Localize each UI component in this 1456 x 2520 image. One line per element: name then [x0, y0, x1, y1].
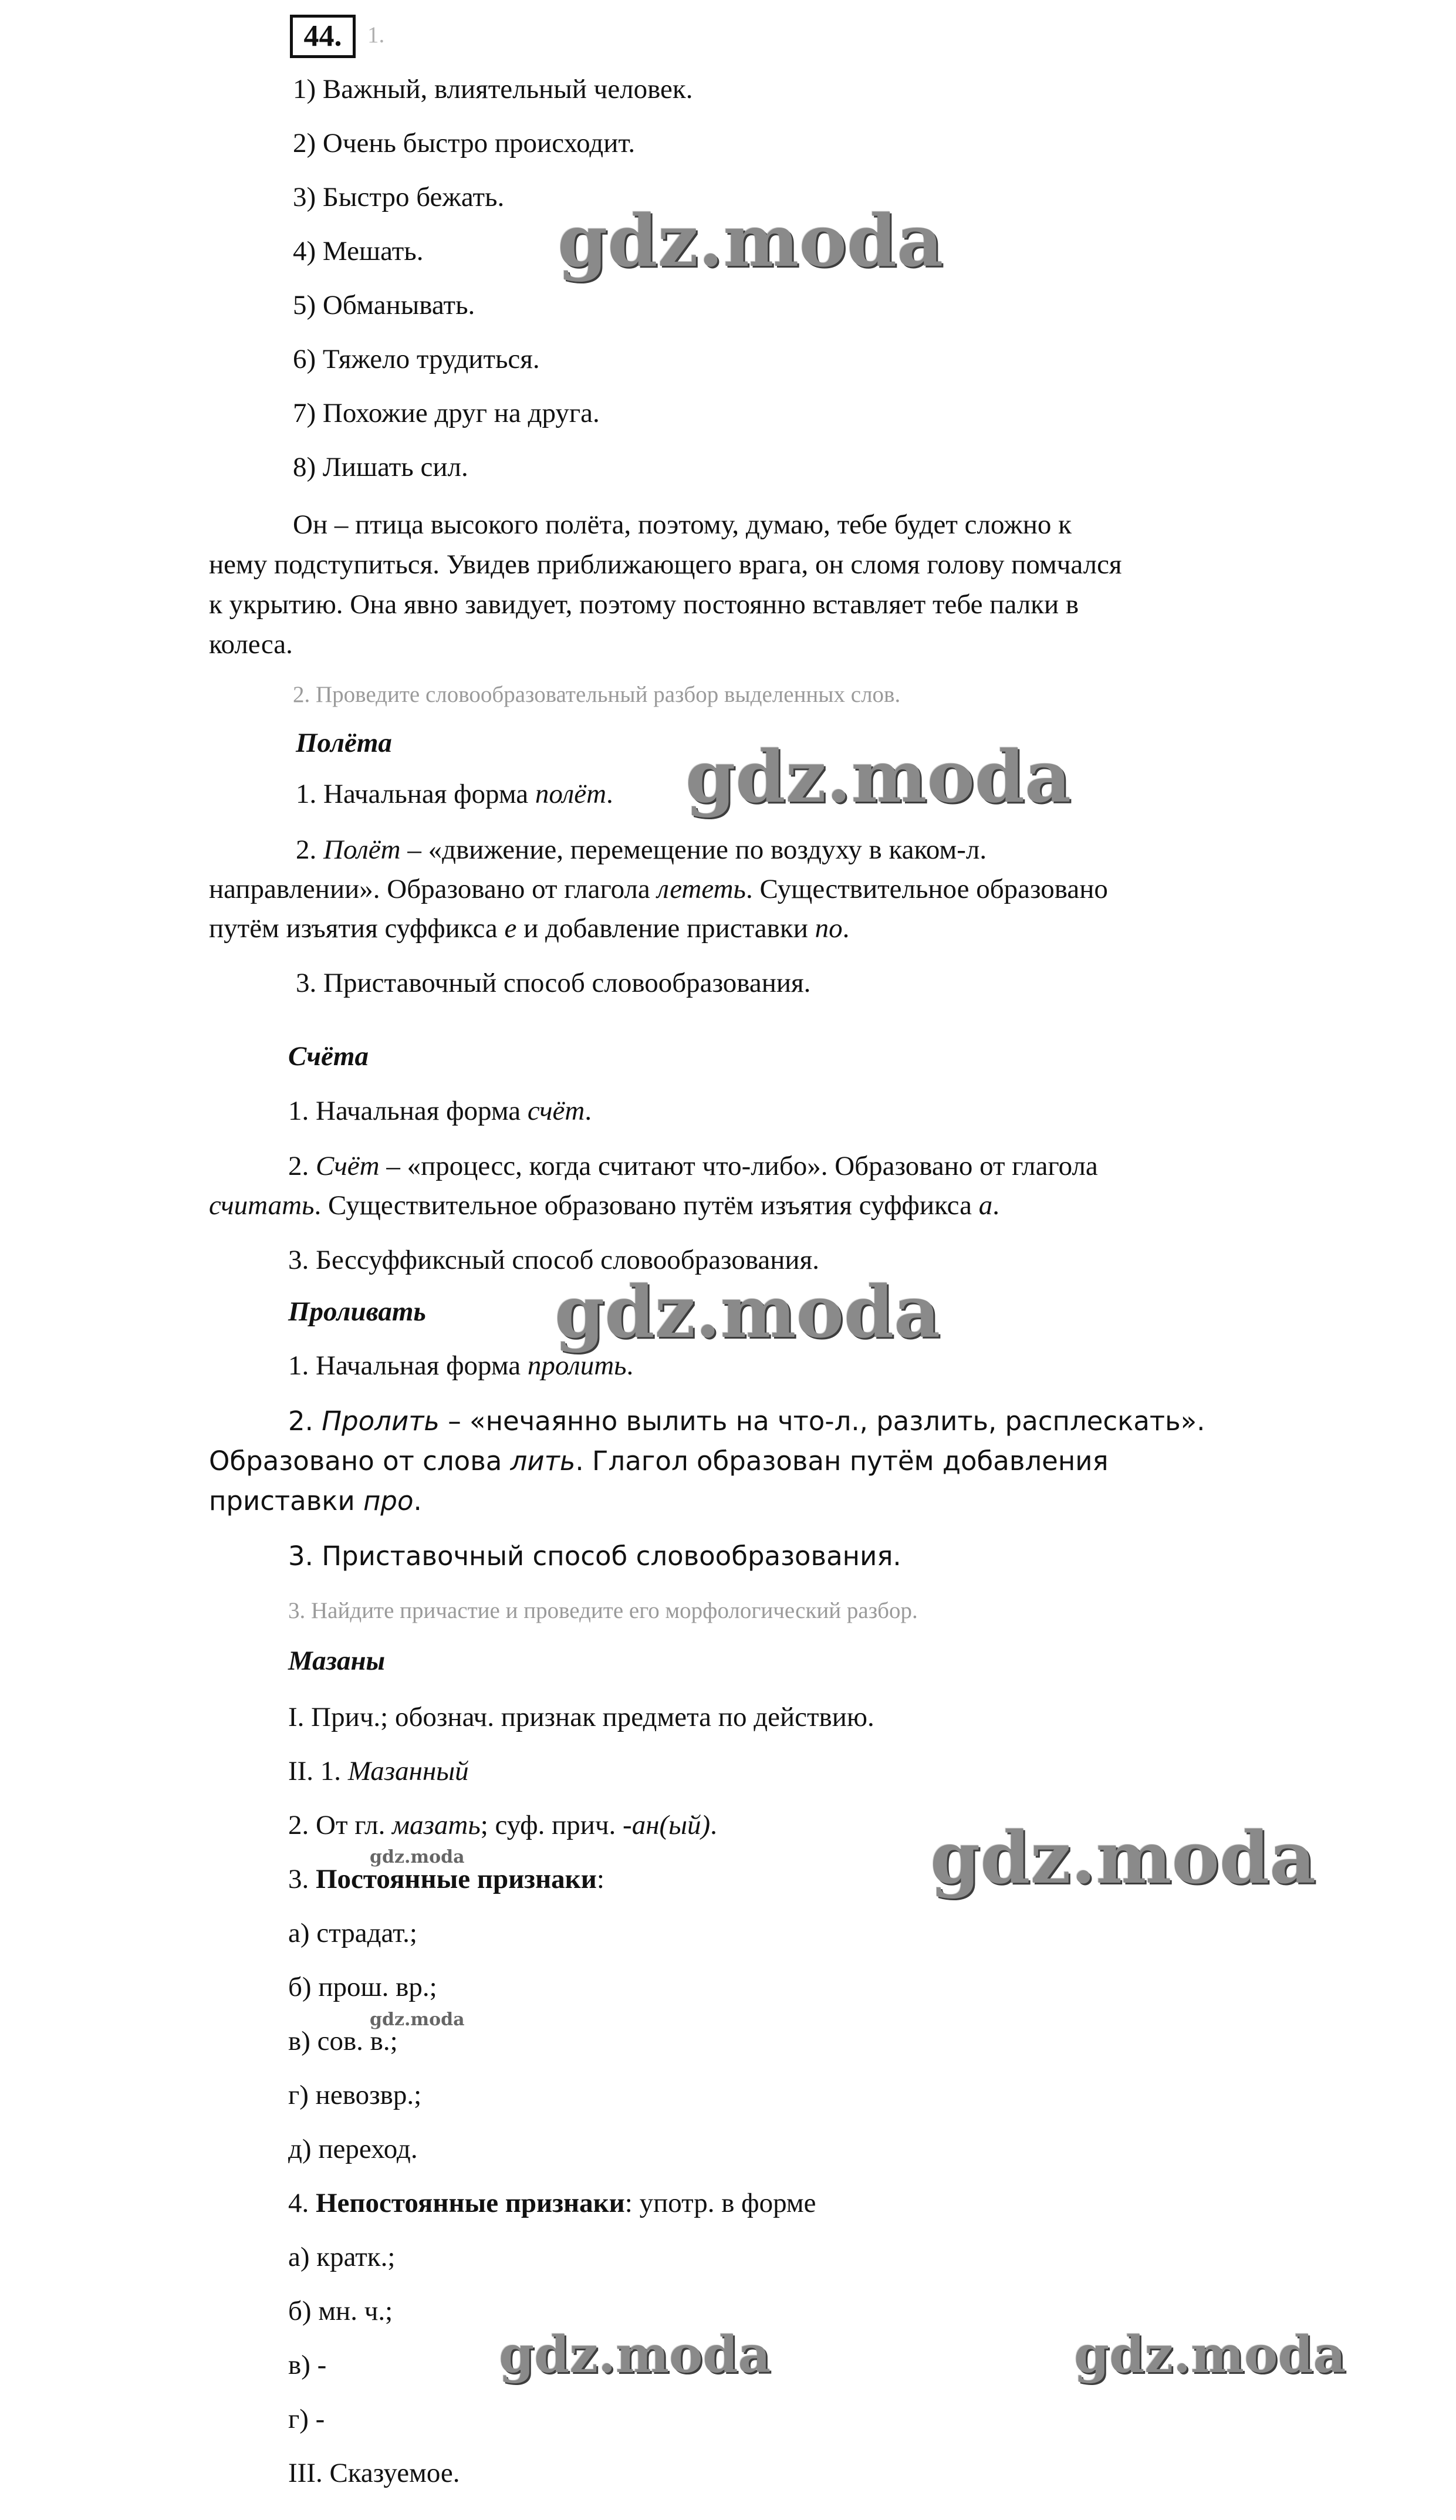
list-item: 8) Лишать сил. — [293, 452, 468, 482]
list-item: а) страдат.; — [288, 1918, 417, 1948]
analysis-line: Образовано от слова лить. Глагол образован путём добавления — [209, 1445, 1109, 1477]
analysis-line: направлении». Образовано от глагола лететь. Существительное образовано — [209, 874, 1108, 904]
watermark: gdz.moda — [558, 198, 944, 283]
section-number: 1. — [367, 22, 385, 48]
word-title: Полёта — [296, 728, 392, 758]
watermark: gdz.moda — [370, 1847, 465, 1867]
analysis-line: 1. Начальная форма пролить. — [288, 1350, 634, 1381]
paragraph-line: к укрытию. Она явно завидует, поэтому постоянно вставляет тебе палки в — [209, 589, 1079, 620]
analysis-line: II. 1. Мазанный — [288, 1756, 469, 1786]
analysis-line: 2. Пролить – «нечаянно вылить на что-л., разлить, расплескать». — [288, 1406, 1205, 1437]
analysis-line: 1. Начальная форма полёт. — [296, 779, 613, 809]
analysis-line: путём изъятия суффикса е и добавление приставки по. — [209, 913, 850, 944]
analysis-line: приставки про. — [209, 1485, 422, 1516]
analysis-line: 2. От гл. мазать; суф. прич. -ан(ый). — [288, 1810, 717, 1840]
word-title: Мазаны — [288, 1646, 386, 1676]
list-item: 1) Важный, влиятельный человек. — [293, 74, 693, 104]
watermark: gdz.moda — [555, 1269, 941, 1354]
list-item: 6) Тяжело трудиться. — [293, 344, 540, 374]
list-item: г) невозвр.; — [288, 2080, 422, 2110]
analysis-line: 2. Полёт – «движение, перемещение по воздуху в каком-л. — [296, 835, 987, 865]
analysis-line: 3. Приставочный способ словообразования. — [296, 968, 811, 998]
analysis-line: 2. Счёт – «процесс, когда считают что-либо». Образовано от глагола — [288, 1151, 1098, 1181]
list-item: в) - — [288, 2350, 327, 2380]
watermark: gdz.moda — [499, 2325, 771, 2384]
watermark: gdz.moda — [1074, 2325, 1346, 2384]
list-item: 2) Очень быстро происходит. — [293, 128, 636, 158]
watermark: gdz.moda — [930, 1815, 1316, 1900]
watermark: gdz.moda — [370, 2009, 465, 2030]
paragraph-line: Он – птица высокого полёта, поэтому, думаю, тебе будет сложно к — [293, 509, 1072, 540]
analysis-line: 3. Постоянные признаки: — [288, 1864, 604, 1894]
list-item: б) мн. ч.; — [288, 2296, 393, 2326]
analysis-line: считать. Существительное образовано путём изъятия суффикса а. — [209, 1190, 999, 1221]
list-item: а) кратк.; — [288, 2242, 396, 2272]
list-item: б) прош. вр.; — [288, 1972, 437, 2002]
list-item: д) переход. — [288, 2134, 418, 2164]
paragraph-line: нему подступиться. Увидев приближающего врага, он сломя голову помчался — [209, 549, 1122, 580]
task-heading: 3. Найдите причастие и проведите его морфологический разбор. — [288, 1598, 918, 1623]
task-heading: 2. Проведите словообразовательный разбор выделенных слов. — [293, 682, 901, 707]
analysis-line: 3. Приставочный способ словообразования. — [288, 1541, 901, 1572]
analysis-line: 4. Непостоянные признаки: употр. в форме — [288, 2188, 816, 2218]
analysis-line: 3. Бессуффиксный способ словообразования. — [288, 1245, 819, 1275]
watermark: gdz.moda — [685, 734, 1072, 819]
list-item: 3) Быстро бежать. — [293, 182, 505, 212]
list-item: 5) Обманывать. — [293, 290, 475, 320]
task-number: 44. — [290, 15, 356, 58]
analysis-line: 1. Начальная форма счёт. — [288, 1096, 592, 1126]
list-item: г) - — [288, 2404, 325, 2434]
list-item: в) сов. в.; — [288, 2026, 398, 2056]
word-title: Счёта — [288, 1041, 369, 1072]
word-title: Проливать — [288, 1296, 426, 1327]
list-item: 4) Мешать. — [293, 236, 424, 266]
analysis-line: I. Прич.; обознач. признак предмета по действию. — [288, 1702, 874, 1732]
analysis-line: III. Сказуемое. — [288, 2458, 460, 2488]
list-item: 7) Похожие друг на друга. — [293, 398, 600, 428]
paragraph-line: колеса. — [209, 629, 293, 660]
